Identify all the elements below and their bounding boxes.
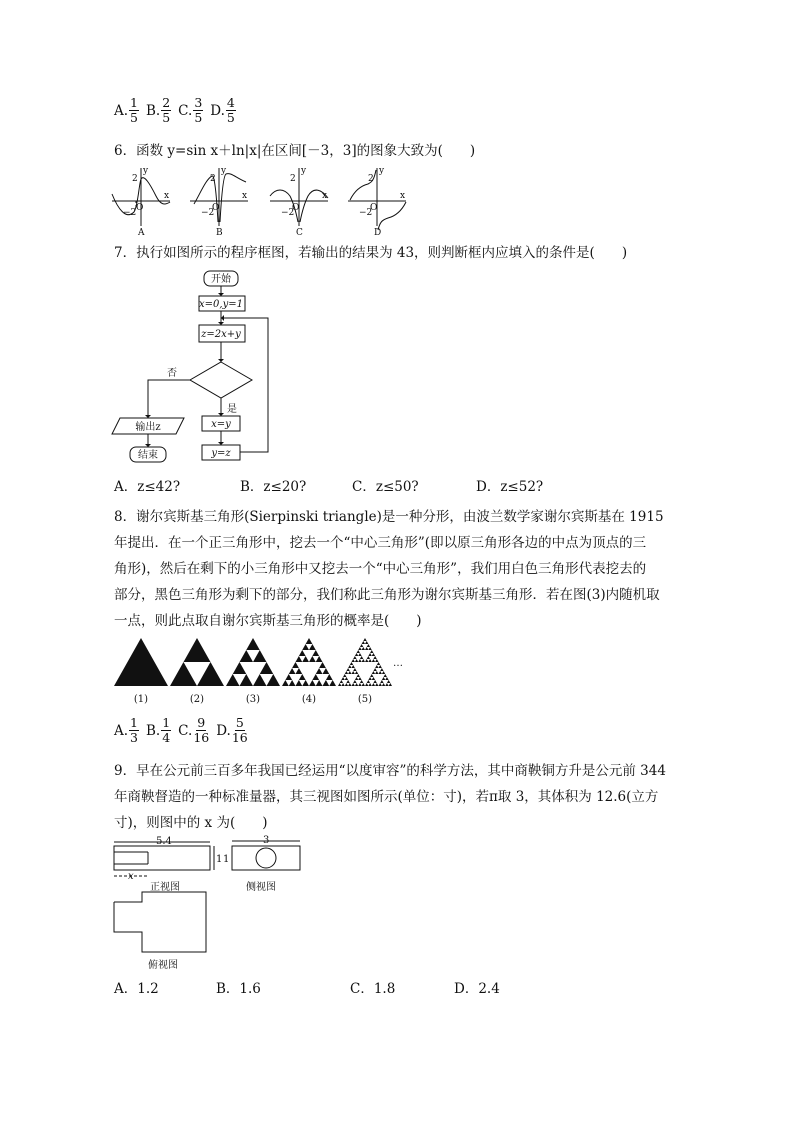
side-view-label: 侧视图 [246,882,276,893]
q8-option-c: C. $\frac{9}{16}$ [178,715,210,745]
q6-stem: 6．函数 y=sin x＋ln|x|在区间[－3，3]的图象大致为( ) [114,143,476,159]
svg-text:−2: −2 [359,208,373,218]
q7-option-c: C．z≤50? [352,479,419,495]
q9-three-views [108,834,318,972]
q6-caption-a: A [138,228,145,236]
svg-text:x: x [400,191,406,201]
svg-text:O: O [136,203,144,213]
q9-option-c: C．1.8 [350,981,396,997]
flow-start: 开始 [211,274,231,285]
q6-caption-c: C [296,228,303,236]
flow-yes-label: 是 [227,404,237,415]
sierpinski-1 [114,638,168,686]
flow-init: x=0,y=1 [199,299,243,310]
svg-text:x: x [322,191,328,201]
svg-text:2: 2 [368,174,374,184]
svg-text:y: y [379,166,385,176]
svg-text:1: 1 [216,854,223,865]
q7-stem: 7．执行如图所示的程序框图，若输出的结果为 43，则判断框内应填入的条件是( ) [114,245,628,261]
svg-text:3: 3 [263,835,270,846]
q8-option-a: A. $\frac{1}{3}$ [114,715,138,745]
q6-graph-c [270,168,328,226]
q7-option-b: B．z≤20? [240,479,307,495]
q5-option-b: B. $\frac{2}{5}$ [146,95,171,125]
svg-text:2: 2 [132,174,138,184]
svg-text:5.4: 5.4 [156,836,172,847]
svg-text:(3): (3) [245,694,261,705]
q5-option-d: D. $\frac{4}{5}$ [210,95,235,125]
q6-graph-b [190,168,248,226]
flow-assign-y: y=z [211,448,231,459]
q9-stem: 9．早在公元前三百多年我国已经运用“以度审容”的科学方法，其中商鞅铜方升是公元前 344 年商鞅督造的一种标准量器，其三视图如图所示(单位：寸)，若π取 3，其体积为 12.6(立方 寸)，则图中的 x 为( ) [114,763,666,831]
sierpinski-3 [226,638,280,686]
svg-text:y: y [221,166,227,176]
svg-text:−2: −2 [281,208,295,218]
flow-end: 结束 [138,450,158,461]
svg-text:x: x [128,871,134,882]
q7-option-d: D．z≤52? [476,479,544,495]
q5-option-c: C. $\frac{3}{5}$ [178,95,203,125]
q9-option-d: D．2.4 [454,981,500,997]
svg-text:…: … [393,658,403,669]
svg-text:O: O [292,203,300,213]
svg-text:(1): (1) [133,694,149,705]
svg-text:y: y [143,166,149,176]
sierpinski-2 [170,638,224,686]
svg-text:(5): (5) [357,694,373,705]
svg-text:(4): (4) [301,694,317,705]
q8-option-d: D. $\frac{5}{16}$ [216,715,248,745]
q8-option-b: B. $\frac{1}{4}$ [146,715,171,745]
q5-options [114,96,243,125]
front-view-label: 正视图 [150,882,180,893]
flow-output: 输出z [135,422,161,433]
svg-text:2: 2 [290,174,296,184]
q5-option-a: A. $\frac{1}{5}$ [114,95,138,125]
q6-graph-d [348,168,406,230]
flow-assign-x: x=y [211,419,231,430]
svg-text:O: O [370,203,378,213]
q9-option-b: B．1.6 [216,981,261,997]
q7-option-a: A．z≤42? [114,479,181,495]
q6-caption-d: D [374,228,382,236]
svg-text:x: x [242,191,248,201]
q6-graphs [108,164,418,236]
flow-assign-z: z=2x+y [201,329,241,340]
svg-text:1: 1 [223,854,230,865]
q6-graph-a [112,168,170,226]
top-view-label: 俯视图 [148,960,178,971]
sierpinski-4 [282,638,336,686]
q8-stem: 8．谢尔宾斯基三角形(Sierpinski triangle)是一种分形，由波兰数学家谢尔宾斯基在 1915 年提出．在一个正三角形中，挖去一个“中心三角形”(即以原三角形各边的中点为顶点的三 角形)，然后在剩下的小三角形中又挖去一个“中心三角形”，我们用白色三角形代表挖去的 部分，黑色三角形为剩下的部分，我们称此三角形为谢尔宾斯基三角形．若在图(3)内随机取 一点，则此点取自谢尔宾斯基三角形的概率是( ) [114,509,664,629]
q8-sierpinski-figures [110,634,410,710]
svg-text:−2: −2 [201,208,215,218]
q8-options [114,716,255,745]
q7-flowchart [108,266,288,472]
svg-text:x: x [164,191,170,201]
flow-no-label: 否 [167,368,177,379]
svg-text:O: O [212,203,220,213]
sierpinski-5 [338,638,392,686]
svg-text:2: 2 [210,174,216,184]
svg-text:−2: −2 [123,208,137,218]
q6-caption-b: B [216,228,223,236]
svg-text:(2): (2) [189,694,205,705]
q9-option-a: A．1.2 [114,981,159,997]
svg-text:y: y [301,166,307,176]
